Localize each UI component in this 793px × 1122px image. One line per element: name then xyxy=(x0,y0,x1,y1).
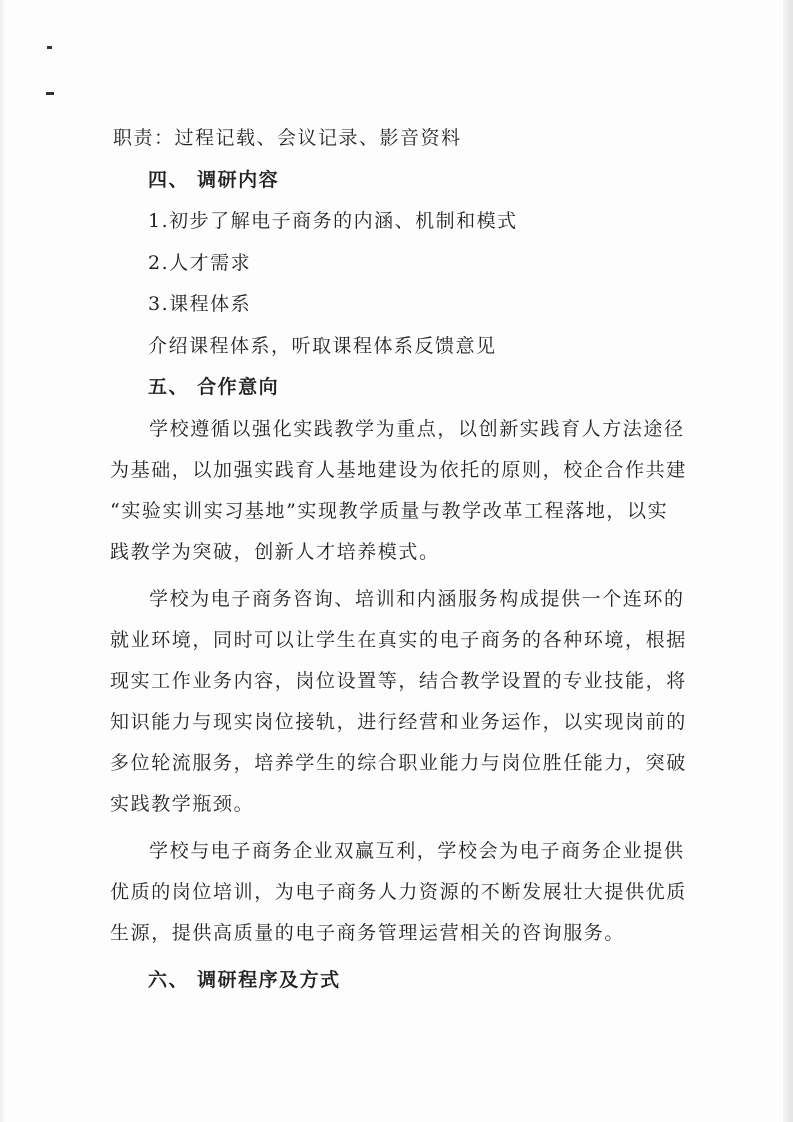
paragraph-line: 践教学为突破，创新人才培养模式。 xyxy=(110,540,440,563)
section-heading-6: 六、 调研程序及方式 xyxy=(148,968,341,991)
paragraph-line: 知识能力与现实岗位接轨，进行经营和业务运作，以实现岗前的 xyxy=(110,710,687,733)
scan-edge-right xyxy=(783,0,793,1122)
paragraph-2 xyxy=(110,579,700,825)
list-item-3: 3.课程体系 xyxy=(148,293,252,315)
paragraph-line: 现实工作业务内容，岗位设置等，结合教学设置的专业技能，将 xyxy=(110,669,687,692)
binding-mark xyxy=(46,92,54,95)
paragraph-line: 学校遵循以强化实践教学为重点，以创新实践育人方法途径 xyxy=(149,417,685,440)
scan-edge-left xyxy=(0,0,6,1122)
duty-line: 职责：过程记载、会议记录、影音资料 xyxy=(113,127,462,149)
paragraph-line: 优质的岗位培训，为电子商务人力资源的不断发展壮大提供优质 xyxy=(110,880,687,903)
document-body xyxy=(110,118,700,1001)
paragraph-line: 实践教学瓶颈。 xyxy=(110,792,255,815)
binding-mark xyxy=(47,46,52,49)
list-item-2: 2.人才需求 xyxy=(148,251,252,274)
paragraph-line: 为基础，以加强实践育人基地建设为依托的原则，校企合作共建 xyxy=(110,458,687,481)
paragraph-3 xyxy=(110,831,700,954)
list-item-1: 1.初步了解电子商务的内涵、机制和模式 xyxy=(148,210,518,232)
paragraph-line: “实验实训实习基地”实现教学质量与教学改革工程落地，以实 xyxy=(110,499,669,522)
section-heading-4: 四、 调研内容 xyxy=(148,168,280,191)
section-heading-5: 五、 合作意向 xyxy=(148,376,280,398)
paragraph-line: 就业环境，同时可以让学生在真实的电子商务的各种环境，根据 xyxy=(110,628,687,651)
course-intro-line: 介绍课程体系，听取课程体系反馈意见 xyxy=(148,334,497,357)
paragraph-line: 生源，提供高质量的电子商务管理运营相关的咨询服务。 xyxy=(110,921,626,944)
paragraph-line: 学校为电子商务咨询、培训和内涵服务构成提供一个连环的 xyxy=(149,587,685,610)
paragraph-line: 学校与电子商务企业双赢互利，学校会为电子商务企业提供 xyxy=(149,839,685,862)
paragraph-1 xyxy=(110,409,700,573)
paragraph-line: 多位轮流服务，培养学生的综合职业能力与岗位胜任能力，突破 xyxy=(110,751,687,774)
